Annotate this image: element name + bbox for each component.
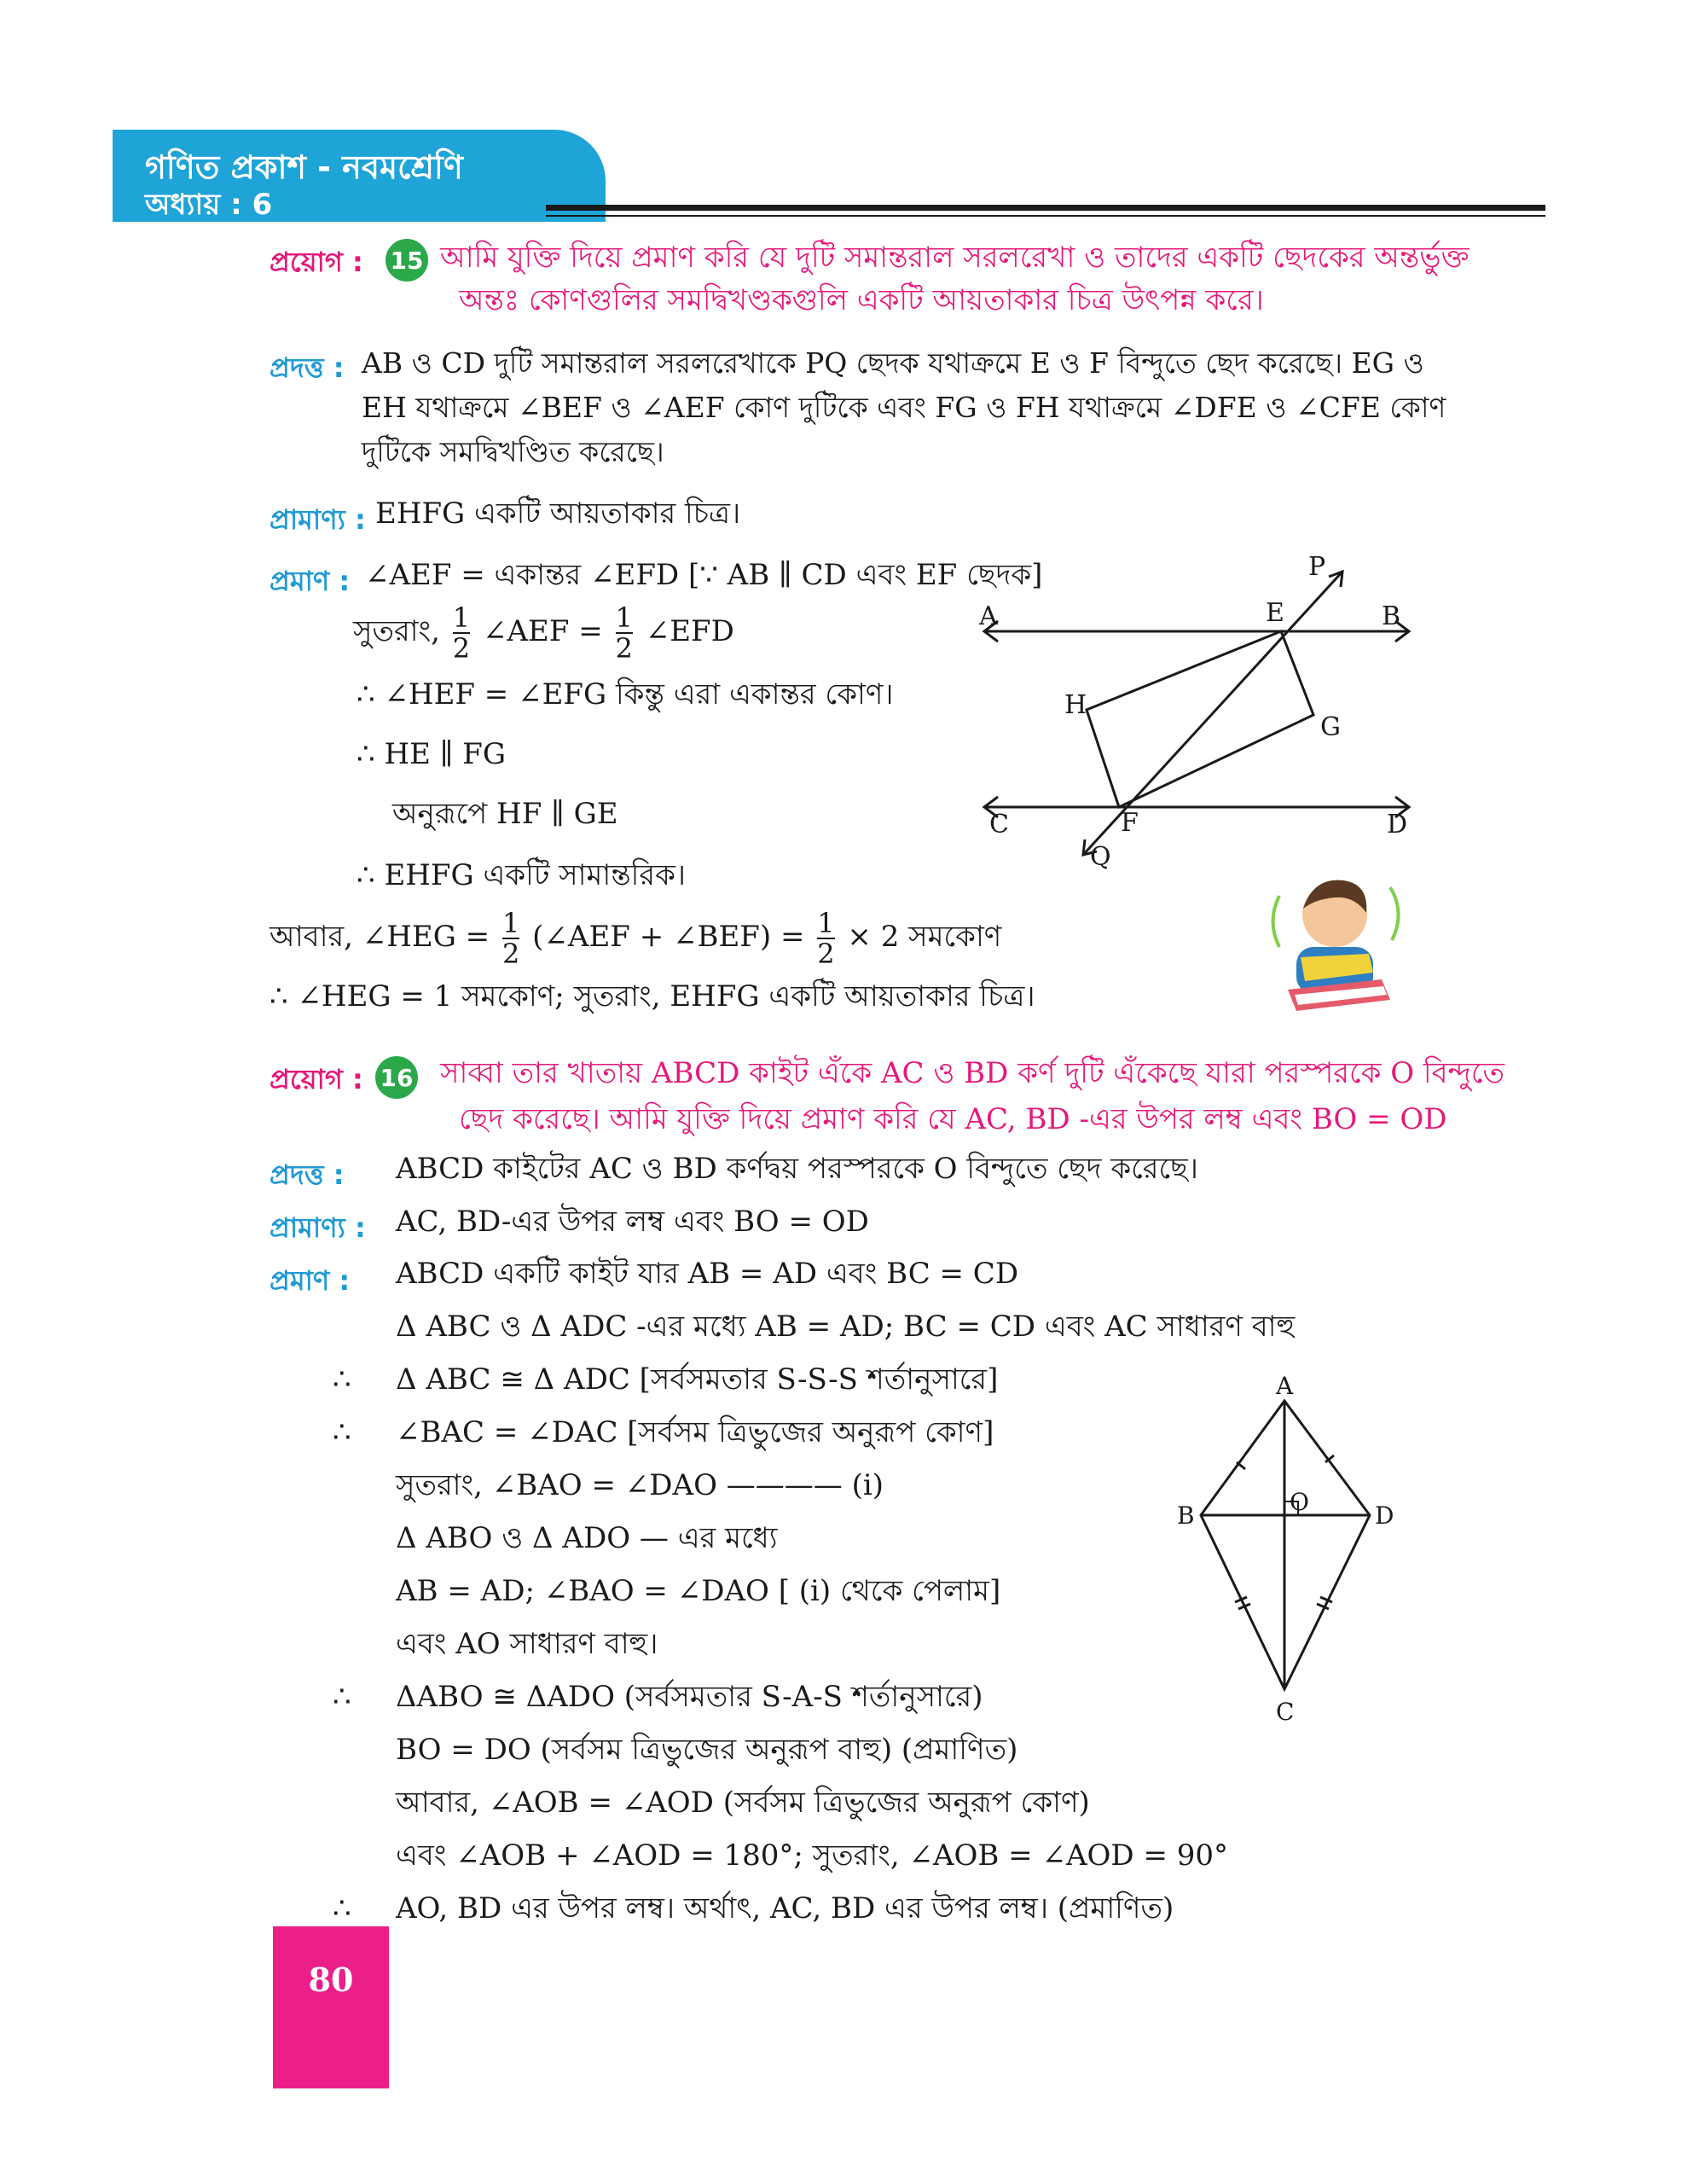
point-f-label: F xyxy=(1121,808,1139,838)
application-number-badge: 16 xyxy=(375,1056,418,1099)
proof-step-text: সুতরাং, ∠BAO = ∠DAO ———— (i) xyxy=(396,1468,884,1502)
fraction-half xyxy=(616,603,633,663)
therefore-symbol: ∴ xyxy=(333,1891,351,1926)
kite-o-label: O xyxy=(1290,1488,1309,1516)
kite-b-label: B xyxy=(1177,1502,1195,1530)
app15-proof-line1: ∠AEF = একান্তর ∠EFD [∵ AB ∥ CD এবং EF ছেদক] xyxy=(365,558,1043,592)
fraction-denominator: 2 xyxy=(817,938,835,970)
proof-step-text: BO = DO (সর্বসম ত্রিভুজের অনুরূপ বাহু) (প্রমাণিত) xyxy=(396,1733,1018,1767)
proof-step-text: Δ ABC ও Δ ADC -এর মধ্যে AB = AD; BC = CD এবং AC সাধারণ বাহু xyxy=(396,1310,1296,1344)
proof-step-text: এবং AO সাধারণ বাহু। xyxy=(396,1627,658,1661)
child-writing-illustration xyxy=(1254,862,1416,1015)
fraction-half xyxy=(453,603,470,663)
app15-conclusion: ∴ ∠HEG = 1 সমকোণ; সুতরাং, EHFG একটি আয়তাকার চিত্র। xyxy=(270,979,1035,1014)
fraction-numerator: 1 xyxy=(615,601,633,634)
app15-again-line xyxy=(270,903,1001,971)
app15-statement-line2: অন্তঃ কোণগুলির সমদ্বিখণ্ডকগুলি একটি আয়তাকার চিত্র উৎপন্ন করে। xyxy=(459,283,1264,317)
kite-a-label: A xyxy=(1276,1374,1294,1400)
proof-step-text: এবং ∠AOB + ∠AOD = 180°; সুতরাং, ∠AOB = ∠AOD = 90° xyxy=(396,1838,1229,1873)
therefore-symbol: ∴ xyxy=(333,1680,351,1714)
point-b-label: B xyxy=(1382,601,1401,631)
therefore-symbol: ∴ xyxy=(333,1362,351,1397)
kite-figure xyxy=(1168,1374,1424,1732)
kite-c-label: C xyxy=(1276,1698,1295,1726)
app16-to-prove: AC, BD-এর উপর লম্ব এবং BO = OD xyxy=(396,1205,869,1239)
again-middle: (∠AEF + ∠BEF) = xyxy=(532,920,805,954)
header-rule xyxy=(546,205,1545,211)
proof-label: প্রমাণ : xyxy=(270,565,351,597)
so-prefix: সুতরাং, xyxy=(353,614,440,648)
app16-given: ABCD কাইটের AC ও BD কর্ণদ্বয় পরস্পরকে O বিন্দুতে ছেদ করেছে। xyxy=(396,1152,1198,1186)
app15-to-prove: EHFG একটি আয়তাকার চিত্র। xyxy=(375,497,741,531)
therefore-symbol: ∴ xyxy=(333,1415,351,1449)
fraction-numerator: 1 xyxy=(452,601,471,634)
so-end: ∠EFD xyxy=(645,614,734,648)
app16-statement-line2: ছেদ করেছে। আমি যুক্তি দিয়ে প্রমাণ করি যে AC, BD -এর উপর লম্ব এবং BO = OD xyxy=(459,1102,1447,1136)
app15-given-line3: দুটিকে সমদ্বিখণ্ডিত করেছে। xyxy=(362,435,664,468)
proof-step-text: ΔABO ≅ ΔADO (সর্বসমতার S-A-S শর্তানুসারে) xyxy=(396,1680,983,1714)
point-d-label: D xyxy=(1387,810,1408,839)
fraction-half xyxy=(817,909,834,968)
app15-so-line xyxy=(353,597,734,665)
app15-given-line2: EH যথাক্রমে ∠BEF ও ∠AEF কোণ দুটিকে এবং FG ও FH যথাক্রমে ∠DFE ও ∠CFE কোণ xyxy=(362,391,1446,424)
to-prove-label: প্রামাণ্য : xyxy=(270,503,366,536)
again-end: × 2 সমকোণ xyxy=(847,920,1002,954)
to-prove-label: প্রামাণ্য : xyxy=(270,1211,366,1244)
proof-step-text: আবার, ∠AOB = ∠AOD (সর্বসম ত্রিভুজের অনুরূপ কোণ) xyxy=(396,1786,1090,1820)
point-a-label: A xyxy=(979,601,998,631)
fraction-denominator: 2 xyxy=(615,632,633,665)
so-middle: ∠AEF = xyxy=(482,614,603,648)
page-number-box xyxy=(273,1926,389,2088)
app15-similarly: অনুরূপে HF ∥ GE xyxy=(392,797,618,831)
proof-step-text: ∠BAC = ∠DAC [সর্বসম ত্রিভুজের অনুরূপ কোণ] xyxy=(396,1415,994,1449)
book-title: গণিত প্রকাশ - নবমশ্রেণি xyxy=(145,148,463,186)
application-number-badge: 15 xyxy=(386,239,428,282)
proof-step-text: Δ ABC ≅ Δ ADC [সর্বসমতার S-S-S শর্তানুসারে] xyxy=(396,1362,999,1397)
fraction-numerator: 1 xyxy=(817,907,835,939)
app15-statement-line1: আমি যুক্তি দিয়ে প্রমাণ করি যে দুটি সমান্তরাল সরলরেখা ও তাদের একটি ছেদকের অন্তর্ভুক্ত xyxy=(440,241,1470,275)
proof-step-text: AO, BD এর উপর লম্ব। অর্থাৎ, AC, BD এর উপর লম্ব। (প্রমাণিত) xyxy=(396,1891,1174,1926)
point-q-label: Q xyxy=(1090,842,1111,872)
application-label: প্রয়োগ : xyxy=(270,1063,363,1095)
again-prefix: আবার, ∠HEG = xyxy=(270,920,490,954)
application-label: প্রয়োগ : xyxy=(270,246,363,278)
proof-step-text: AB = AD; ∠BAO = ∠DAO [ (i) থেকে পেলাম] xyxy=(396,1574,1001,1608)
proof-step-text: ABCD একটি কাইট যার AB = AD এবং BC = CD xyxy=(396,1257,1019,1291)
rectangle-ehfg xyxy=(1087,631,1313,807)
fraction-denominator: 2 xyxy=(452,632,471,665)
header-rule-thin xyxy=(546,215,1545,217)
proof-label: প্রমাণ : xyxy=(270,1264,351,1297)
point-g-label: G xyxy=(1320,712,1341,742)
proof-step-text: Δ ABO ও Δ ADO — এর মধ্যে xyxy=(396,1521,778,1555)
point-h-label: H xyxy=(1064,690,1087,720)
kite-d-label: D xyxy=(1375,1502,1394,1530)
point-p-label: P xyxy=(1308,555,1326,582)
app15-he-fg: ∴ HE ∥ FG xyxy=(357,737,506,771)
given-label: প্রদত্ত : xyxy=(270,351,345,384)
app15-given-line1: AB ও CD দুটি সমান্তরাল সরলরেখাকে PQ ছেদক যথাক্রমে E ও F বিন্দুতে ছেদ করেছে। EG ও xyxy=(362,346,1424,380)
parallel-lines-figure xyxy=(972,555,1416,879)
fraction-denominator: 2 xyxy=(502,938,520,970)
fraction-half xyxy=(502,909,519,968)
app15-parallelogram: ∴ EHFG একটি সামান্তরিক। xyxy=(357,858,687,892)
app16-statement-line1: সাব্বা তার খাতায় ABCD কাইট এঁকে AC ও BD কর্ণ দুটি এঁকেছে যারা পরস্পরকে O বিন্দুতে xyxy=(440,1056,1505,1090)
fraction-numerator: 1 xyxy=(502,907,520,939)
page-number: 80 xyxy=(308,1960,354,1999)
point-c-label: C xyxy=(989,810,1009,839)
chapter-label: অধ্যায় : 6 xyxy=(145,188,273,222)
given-label: প্রদত্ত : xyxy=(270,1159,345,1191)
app15-hef-efg: ∴ ∠HEF = ∠EFG কিন্তু এরা একান্তর কোণ। xyxy=(357,677,894,712)
point-e-label: E xyxy=(1266,598,1284,628)
